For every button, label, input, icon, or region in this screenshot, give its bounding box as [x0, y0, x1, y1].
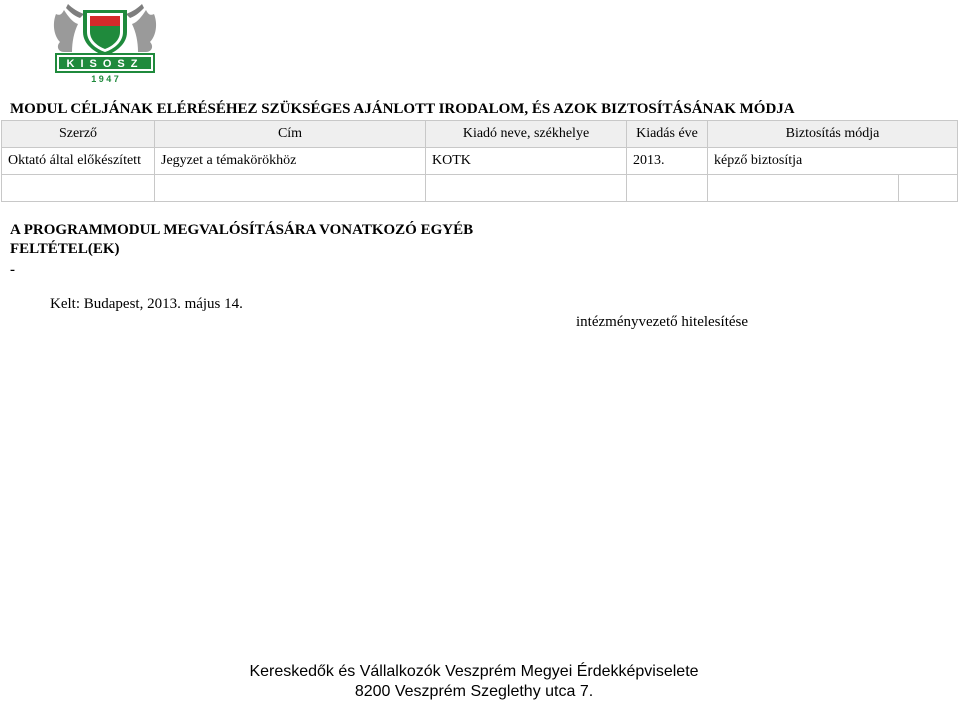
literature-table: [1, 120, 958, 202]
footer-address: 8200 Veszprém Szeglethy utca 7.: [354, 683, 594, 700]
cell-title: Jegyzet a témakörökhöz: [155, 148, 426, 175]
cell-publisher: [426, 175, 627, 202]
table-row: [2, 148, 958, 175]
page-footer: [0, 662, 948, 702]
header-author: Szerző: [2, 121, 155, 148]
header-provision: Biztosítás módja: [708, 121, 958, 148]
logo-year: 1 9 4 7: [91, 74, 119, 84]
literature-section-title: MODUL CÉLJÁNAK ELÉRÉSÉHEZ SZÜKSÉGES AJÁNLOTT IRODALOM, ÉS AZOK BIZTOSÍTÁSÁNAK MÓDJA: [10, 101, 795, 117]
header-year: Kiadás éve: [627, 121, 708, 148]
header-title: Cím: [155, 121, 426, 148]
table-row-empty: [2, 175, 958, 202]
cell-extra: [899, 175, 958, 202]
other-conditions-title: [10, 221, 473, 259]
cell-provision: [708, 175, 899, 202]
cell-provision: képző biztosítja: [708, 148, 958, 175]
cell-publisher: KOTK: [426, 148, 627, 175]
other-conditions-title-line1: A PROGRAMMODUL MEGVALÓSÍTÁSÁRA VONATKOZÓ EGYÉB: [10, 222, 474, 238]
authentication-label: intézményvezető hitelesítése: [576, 314, 749, 330]
header-publisher: Kiadó neve, székhelye: [426, 121, 627, 148]
logo-name: KISOSZ: [66, 58, 144, 70]
table-header-row: [2, 121, 958, 148]
date-line: Kelt: Budapest, 2013. május 14.: [50, 296, 243, 312]
cell-author: [2, 175, 155, 202]
cell-title: [155, 175, 426, 202]
cell-author: Oktató által előkészített: [2, 148, 155, 175]
other-conditions-title-line2: FELTÉTEL(EK): [10, 241, 120, 257]
cell-year: 2013.: [627, 148, 708, 175]
kisosz-emblem-icon: [50, 2, 160, 84]
kisosz-logo: [50, 2, 160, 84]
cell-year: [627, 175, 708, 202]
other-conditions-value: -: [10, 262, 15, 278]
footer-organization: Kereskedők és Vállalkozók Veszprém Megyei Érdekképviselete: [249, 663, 699, 680]
